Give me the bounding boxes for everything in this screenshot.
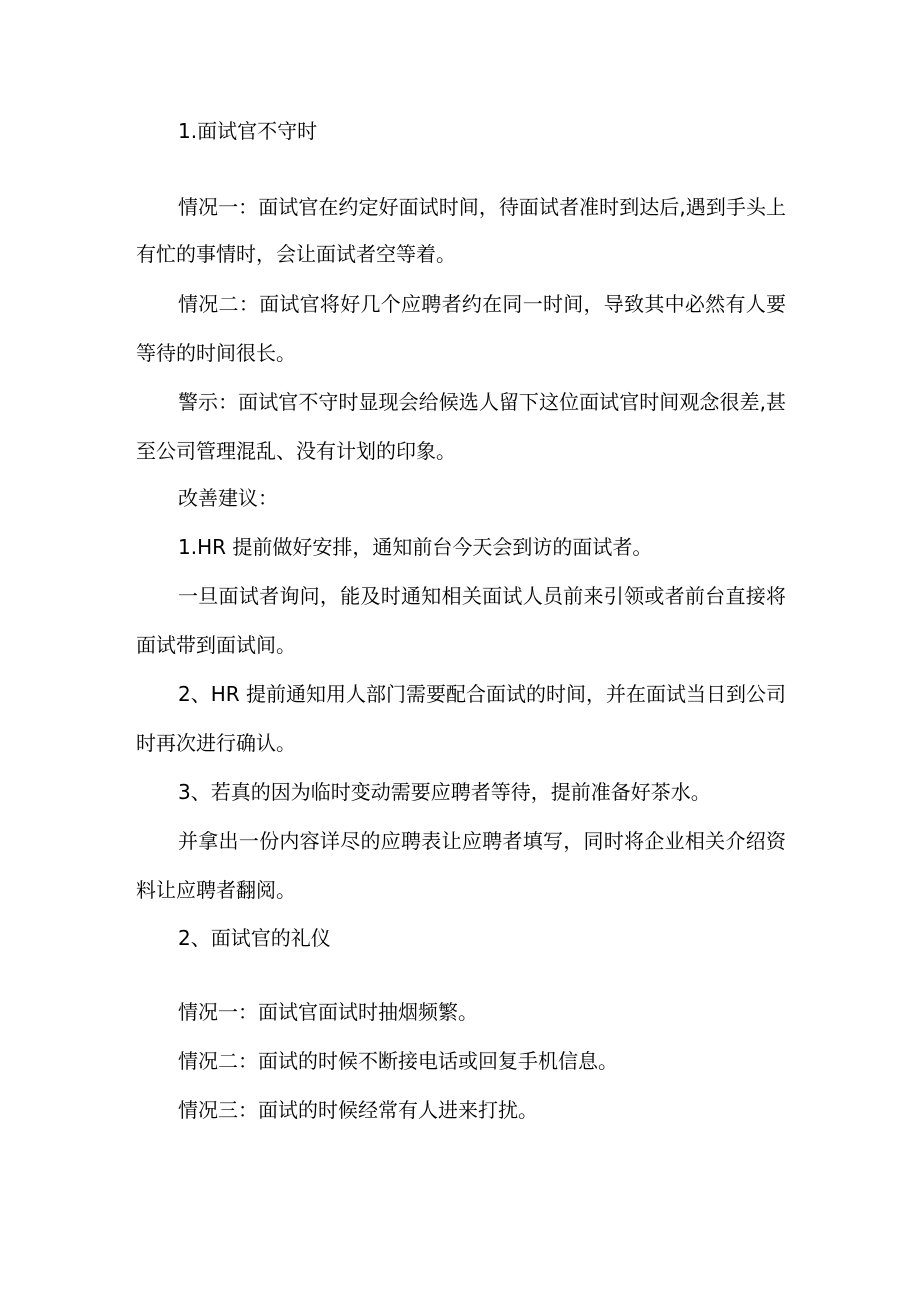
paragraph-line: 并拿出一份内容详尽的应聘表让应聘者填写，同时将企业相关介绍资 [178,829,786,853]
paragraph-line: 有忙的事情时，会让面试者空等着。 [136,242,456,266]
paragraph-line: 情况二：面试的时候不断接电话或回复手机信息。 [178,1049,618,1073]
paragraph-line: 2、HR 提前通知用人部门需要配合面试的时间，并在面试当日到公司 [178,682,786,706]
paragraph-line: 等待的时间很长。 [136,341,296,365]
paragraph-line: 时再次进行确认。 [136,731,296,755]
paragraph-line: 1.HR 提前做好安排，通知前台今天会到访的面试者。 [178,535,653,559]
paragraph-line: 情况一：面试官在约定好面试时间，待面试者准时到达后,遇到手头上 [178,195,786,219]
paragraph-line: 3、若真的因为临时变动需要应聘者等待，提前准备好茶水。 [178,780,711,804]
paragraph-line: 警示：面试官不守时显现会给候选人留下这位面试官时间观念很差,甚 [178,390,786,414]
improvement-heading: 改善建议： [178,486,278,510]
paragraph-line: 一旦面试者询问，能及时通知相关面试人员前来引领或者前台直接将 [178,584,786,608]
paragraph-line: 面试带到面试间。 [136,633,296,657]
section-heading-punctuality: 1.面试官不守时 [178,119,318,143]
paragraph-line: 情况三：面试的时候经常有人进来打扰。 [178,1098,538,1122]
section-heading-etiquette: 2、面试官的礼仪 [178,926,331,950]
paragraph-line: 情况二：面试官将好几个应聘者约在同一时间，导致其中必然有人要 [178,292,786,316]
paragraph-line: 情况一：面试官面试时抽烟频繁。 [178,1000,478,1024]
paragraph-line: 料让应聘者翻阅。 [136,878,296,902]
paragraph-line: 至公司管理混乱、没有计划的印象。 [136,439,456,463]
